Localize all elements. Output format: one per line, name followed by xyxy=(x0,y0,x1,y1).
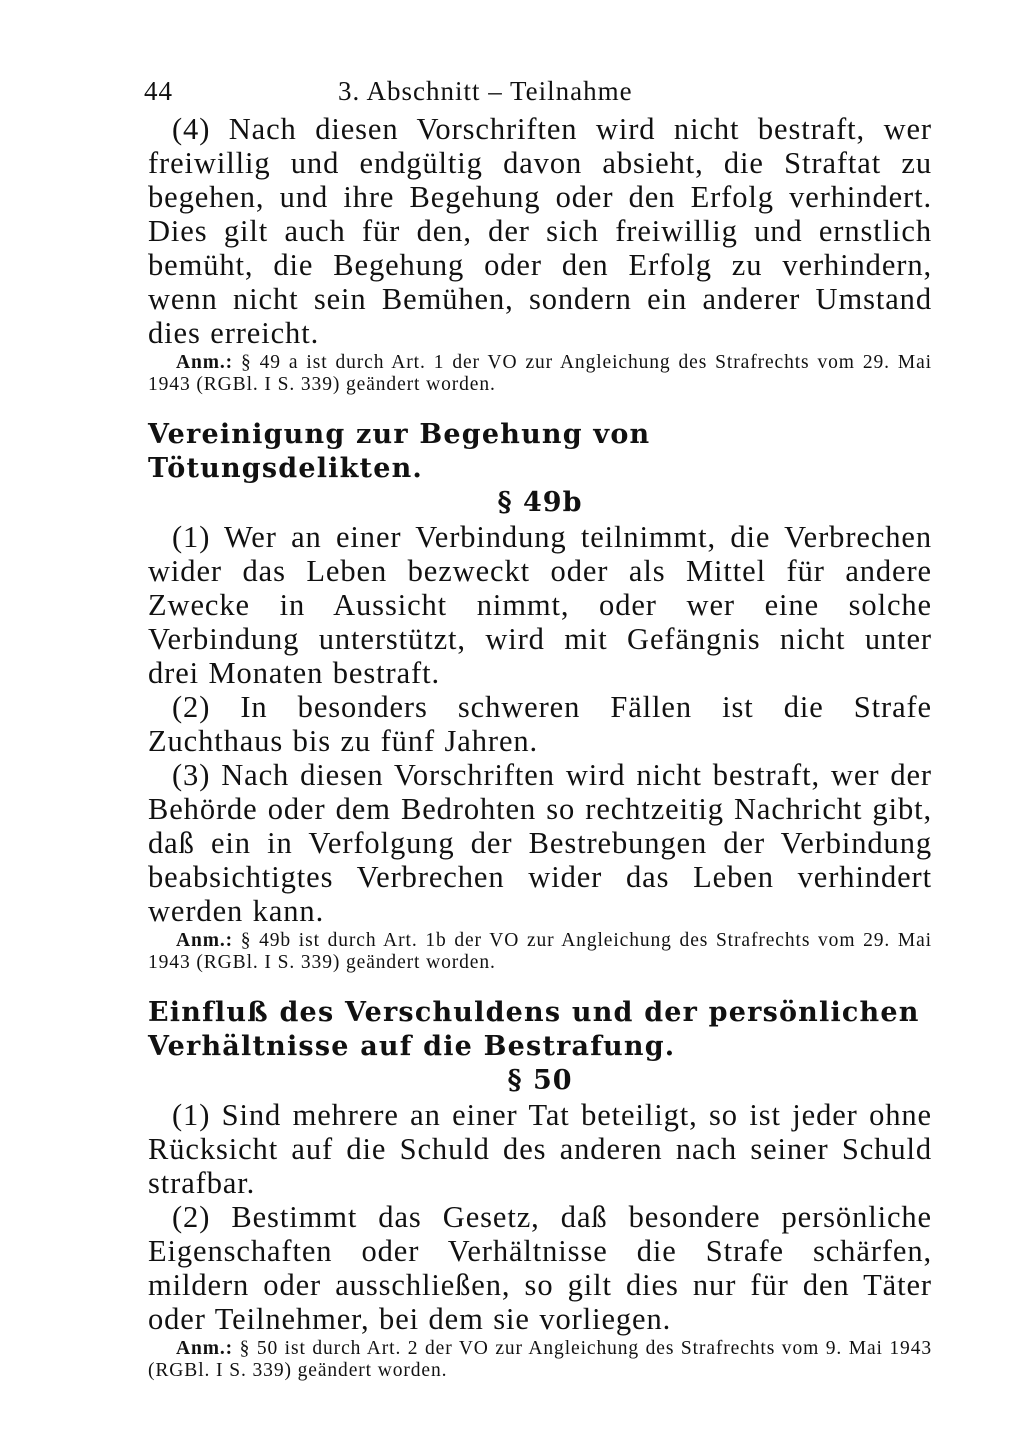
annotation-label: Anm.: xyxy=(176,1338,234,1359)
section-mark-49b: § 49b xyxy=(497,487,583,518)
paragraph-49b-3: (3) Nach diesen Vorschriften wird nicht bestraft, wer der Behörde oder dem Bedrohten so rechtzeitig Nachricht gibt, daß ein in Verfolgung der Bestrebungen der Verbindung beabsichtigtes Verbrechen wider das Leben verhindert werden kann. xyxy=(148,758,932,928)
paragraph-50-2: (2) Bestimmt das Gesetz, daß besondere persönliche Eigenschaften oder Verhältnisse die Strafe schärfen, mildern oder ausschließen, so gilt dies nur für den Täter oder Teilnehmer, bei dem sie vorliegen. xyxy=(148,1200,932,1336)
page-number: 44 xyxy=(144,76,173,106)
paragraph-49b-1: (1) Wer an einer Verbindung teilnimmt, die Verbrechen wider das Leben bezweckt oder als Mittel für andere Zwecke in Aussicht nimmt, oder wer eine solche Verbindung unterstützt, wird mit Gefängnis nicht unter drei Monaten bestraft. xyxy=(148,520,932,690)
annotation-text: § 49 a ist durch Art. 1 der VO zur Angleichung des Strafrechts vom 29. Mai 1943 (RGBl. I S. 339) geändert worden. xyxy=(148,352,932,395)
running-title: 3. Abschnitt – Teilnahme xyxy=(338,76,633,106)
paragraph-49a-4: (4) Nach diesen Vorschriften wird nicht bestraft, wer freiwillig und endgültig davon absieht, die Straftat zu begehen, und ihre Begehung oder den Erfolg verhindert. Dies gilt auch für den, der sich freiwillig und ernstlich bemüht, die Begehung oder den Erfolg zu verhindern, wenn nicht sein Bemühen, sondern ein anderer Umstand dies erreicht. xyxy=(148,112,932,350)
book-page xyxy=(144,68,932,1382)
paragraph-49b-2: (2) In besonders schweren Fällen ist die Strafe Zuchthaus bis zu fünf Jahren. xyxy=(148,690,932,758)
annotation-49b xyxy=(148,930,932,974)
section-mark-50: § 50 xyxy=(507,1065,573,1096)
paragraph-50-1: (1) Sind mehrere an einer Tat beteiligt, so ist jeder ohne Rücksicht auf die Schuld des anderen nach seiner Schuld strafbar. xyxy=(148,1098,932,1200)
annotation-label: Anm.: xyxy=(176,352,234,373)
annotation-text: § 50 ist durch Art. 2 der VO zur Angleichung des Strafrechts vom 9. Mai 1943 (RGBl. I S. 339) geändert worden. xyxy=(148,1338,932,1381)
heading-49b: Vereinigung zur Begehung von Tötungsdelikten. xyxy=(148,419,651,484)
heading-50: Einfluß des Verschuldens und der persönlichen Verhältnisse auf die Bestrafung. xyxy=(148,997,920,1062)
annotation-label: Anm.: xyxy=(176,930,234,951)
running-header xyxy=(144,68,932,112)
annotation-50 xyxy=(148,1338,932,1382)
annotation-text: § 49b ist durch Art. 1b der VO zur Angleichung des Strafrechts vom 29. Mai 1943 (RGBl. I S. 339) geändert worden. xyxy=(148,930,932,973)
annotation-49a xyxy=(148,352,932,396)
